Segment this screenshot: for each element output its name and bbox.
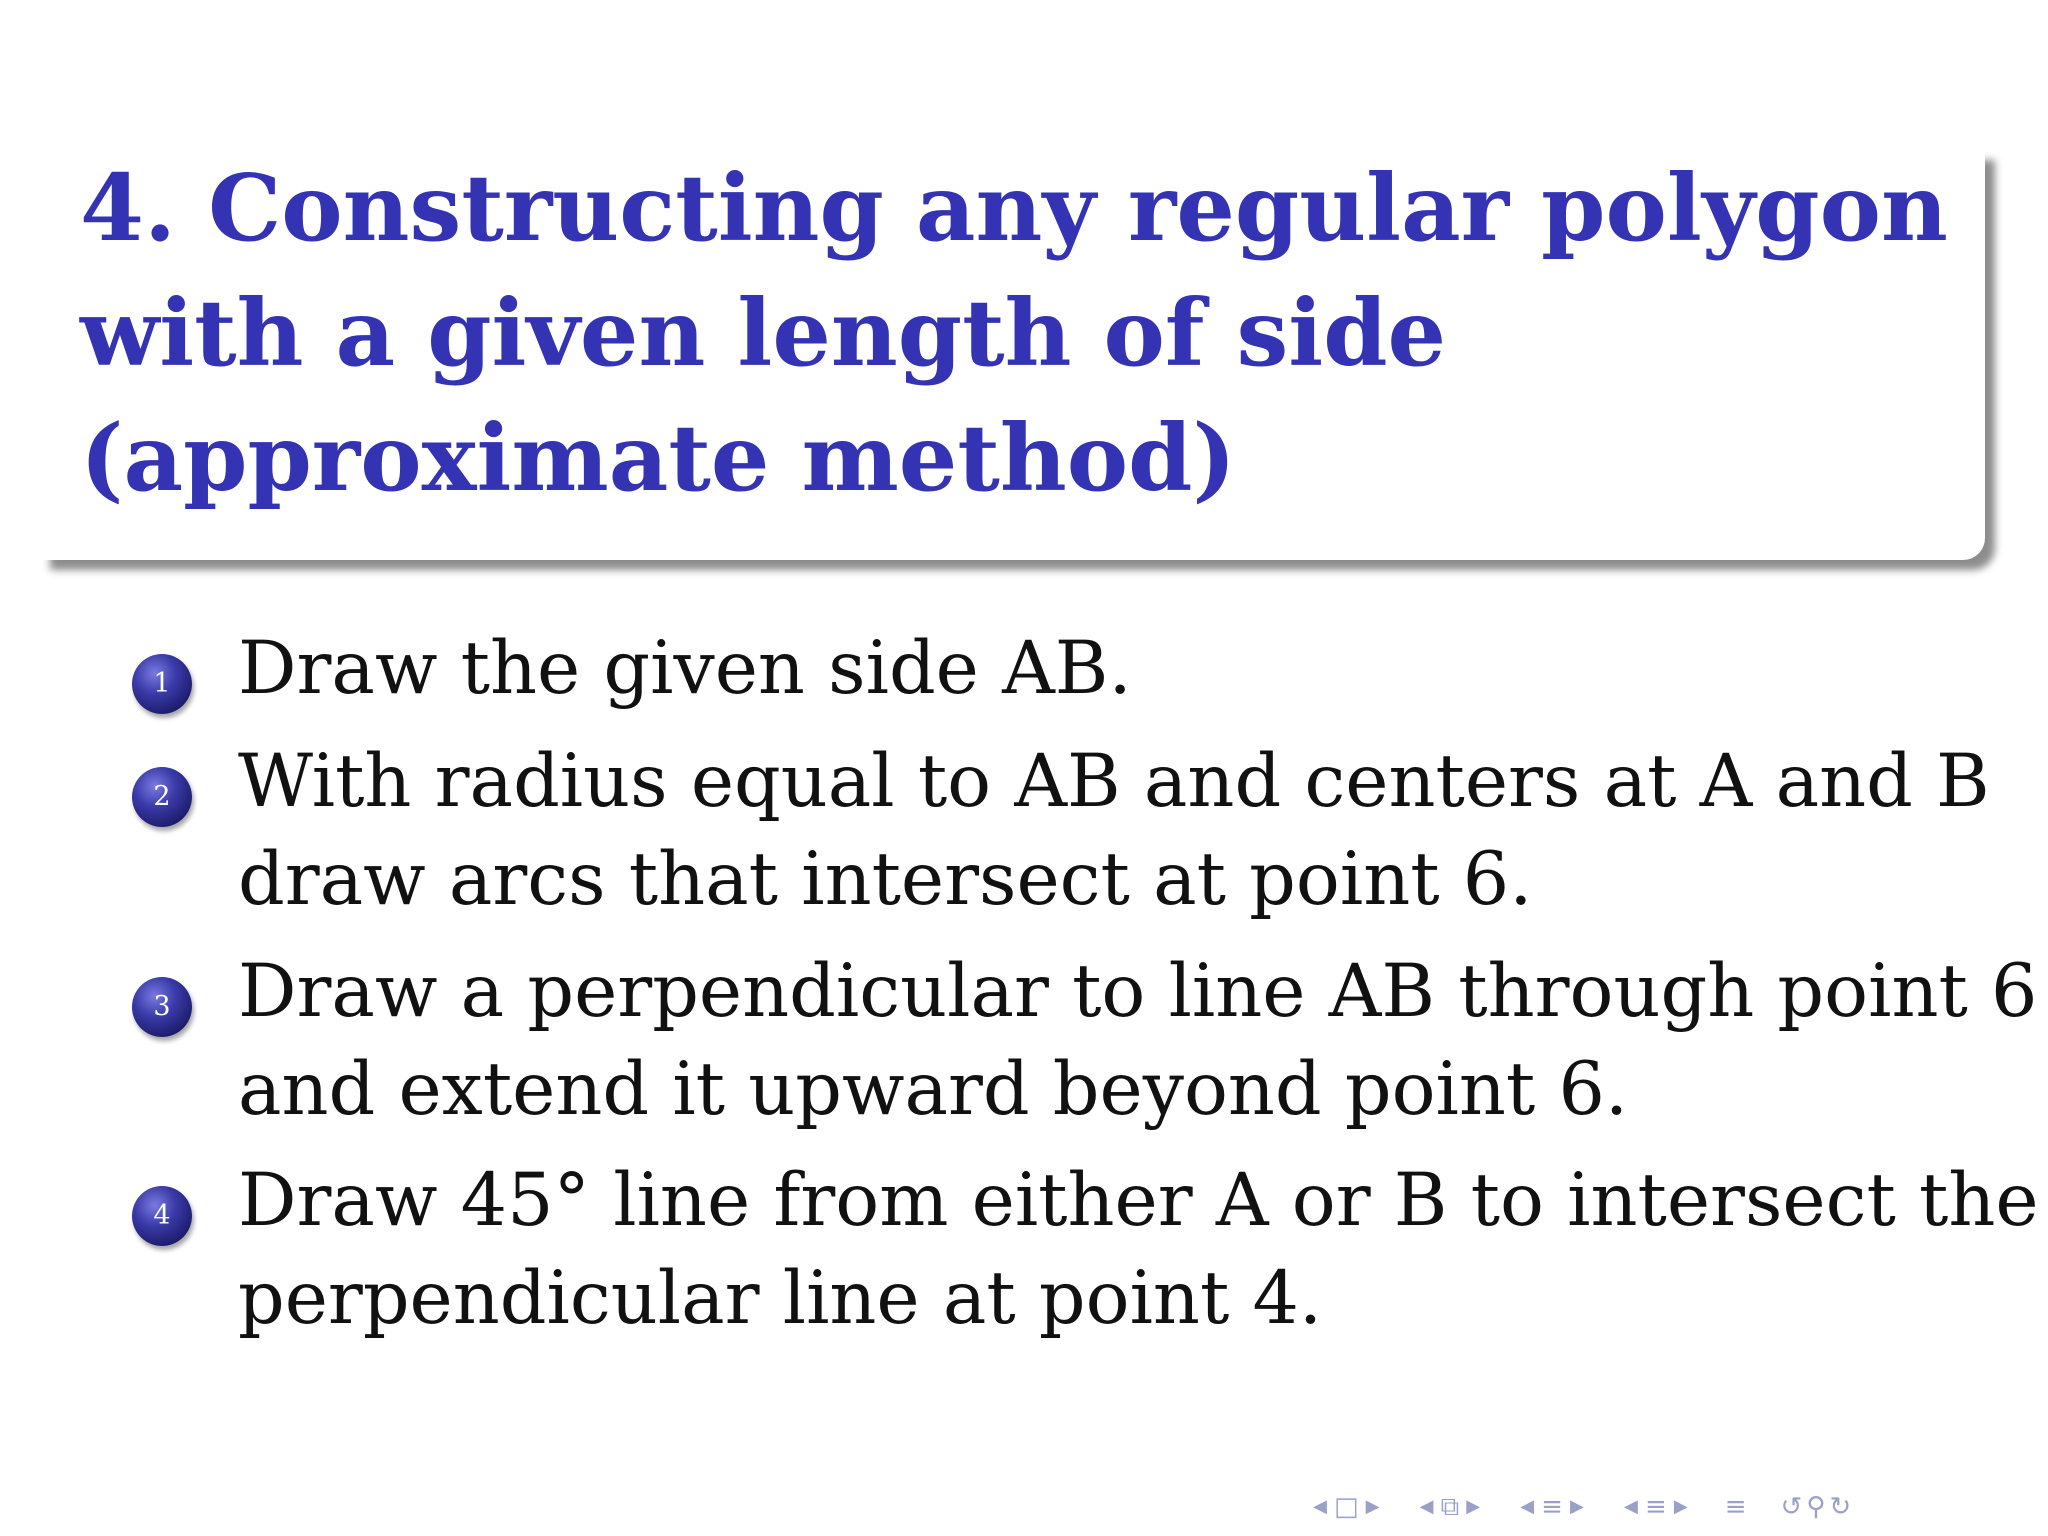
section-icon[interactable]: ≡ bbox=[1644, 1492, 1667, 1522]
nav-left-arrow-icon[interactable]: ◀ bbox=[1419, 1496, 1434, 1517]
frame-icon[interactable]: □ bbox=[1334, 1492, 1359, 1522]
list-item-text-line: Draw a perpendicular to line AB through point 6 bbox=[238, 949, 2038, 1034]
nav-left-arrow-icon[interactable]: ◀ bbox=[1624, 1496, 1638, 1517]
align-icon[interactable]: ≡ bbox=[1724, 1492, 1747, 1522]
nav-right-arrow-icon[interactable]: ▶ bbox=[1365, 1496, 1380, 1517]
enumerate-bullet-icon: 4 bbox=[132, 1186, 192, 1246]
nav-left-arrow-icon[interactable]: ◀ bbox=[1313, 1496, 1327, 1517]
enumerate-bullet-icon: 1 bbox=[132, 654, 192, 714]
subsection-icon[interactable]: ⧉ bbox=[1440, 1492, 1460, 1522]
list-item-text-line: With radius equal to AB and centers at A and B bbox=[238, 739, 1990, 824]
slide-title-line-3: (approximate method) bbox=[80, 404, 1236, 512]
undo-icon[interactable]: ↺ bbox=[1780, 1492, 1803, 1522]
list-item-text-line: and extend it upward beyond point 6. bbox=[238, 1047, 1629, 1132]
nav-right-arrow-icon[interactable]: ▶ bbox=[1673, 1496, 1688, 1517]
title-block bbox=[40, 150, 1985, 560]
enumerate-bullet-icon: 2 bbox=[132, 767, 192, 827]
nav-right-arrow-icon[interactable]: ▶ bbox=[1466, 1496, 1481, 1517]
enumerate-bullet-icon: 3 bbox=[132, 977, 192, 1037]
redo-icon[interactable]: ↻ bbox=[1829, 1492, 1852, 1522]
list-item-text-line: Draw the given side AB. bbox=[238, 626, 1132, 711]
list-item-text-line: perpendicular line at point 4. bbox=[238, 1256, 1323, 1341]
nav-right-arrow-icon[interactable]: ▶ bbox=[1570, 1496, 1584, 1517]
beamer-navigation-bar bbox=[1310, 1490, 2030, 1524]
slide-title-line-1: 4. Constructing any regular polygon bbox=[80, 154, 1948, 262]
nav-left-arrow-icon[interactable]: ◀ bbox=[1520, 1496, 1535, 1517]
slide-title-line-2: with a given length of side bbox=[80, 279, 1447, 387]
search-icon[interactable]: ⚲ bbox=[1806, 1492, 1826, 1522]
list-item-text-line: Draw 45° line from either A or B to intersect the bbox=[238, 1158, 2039, 1243]
section-icon[interactable]: ≡ bbox=[1541, 1492, 1563, 1522]
list-item-text-line: draw arcs that intersect at point 6. bbox=[238, 837, 1533, 922]
